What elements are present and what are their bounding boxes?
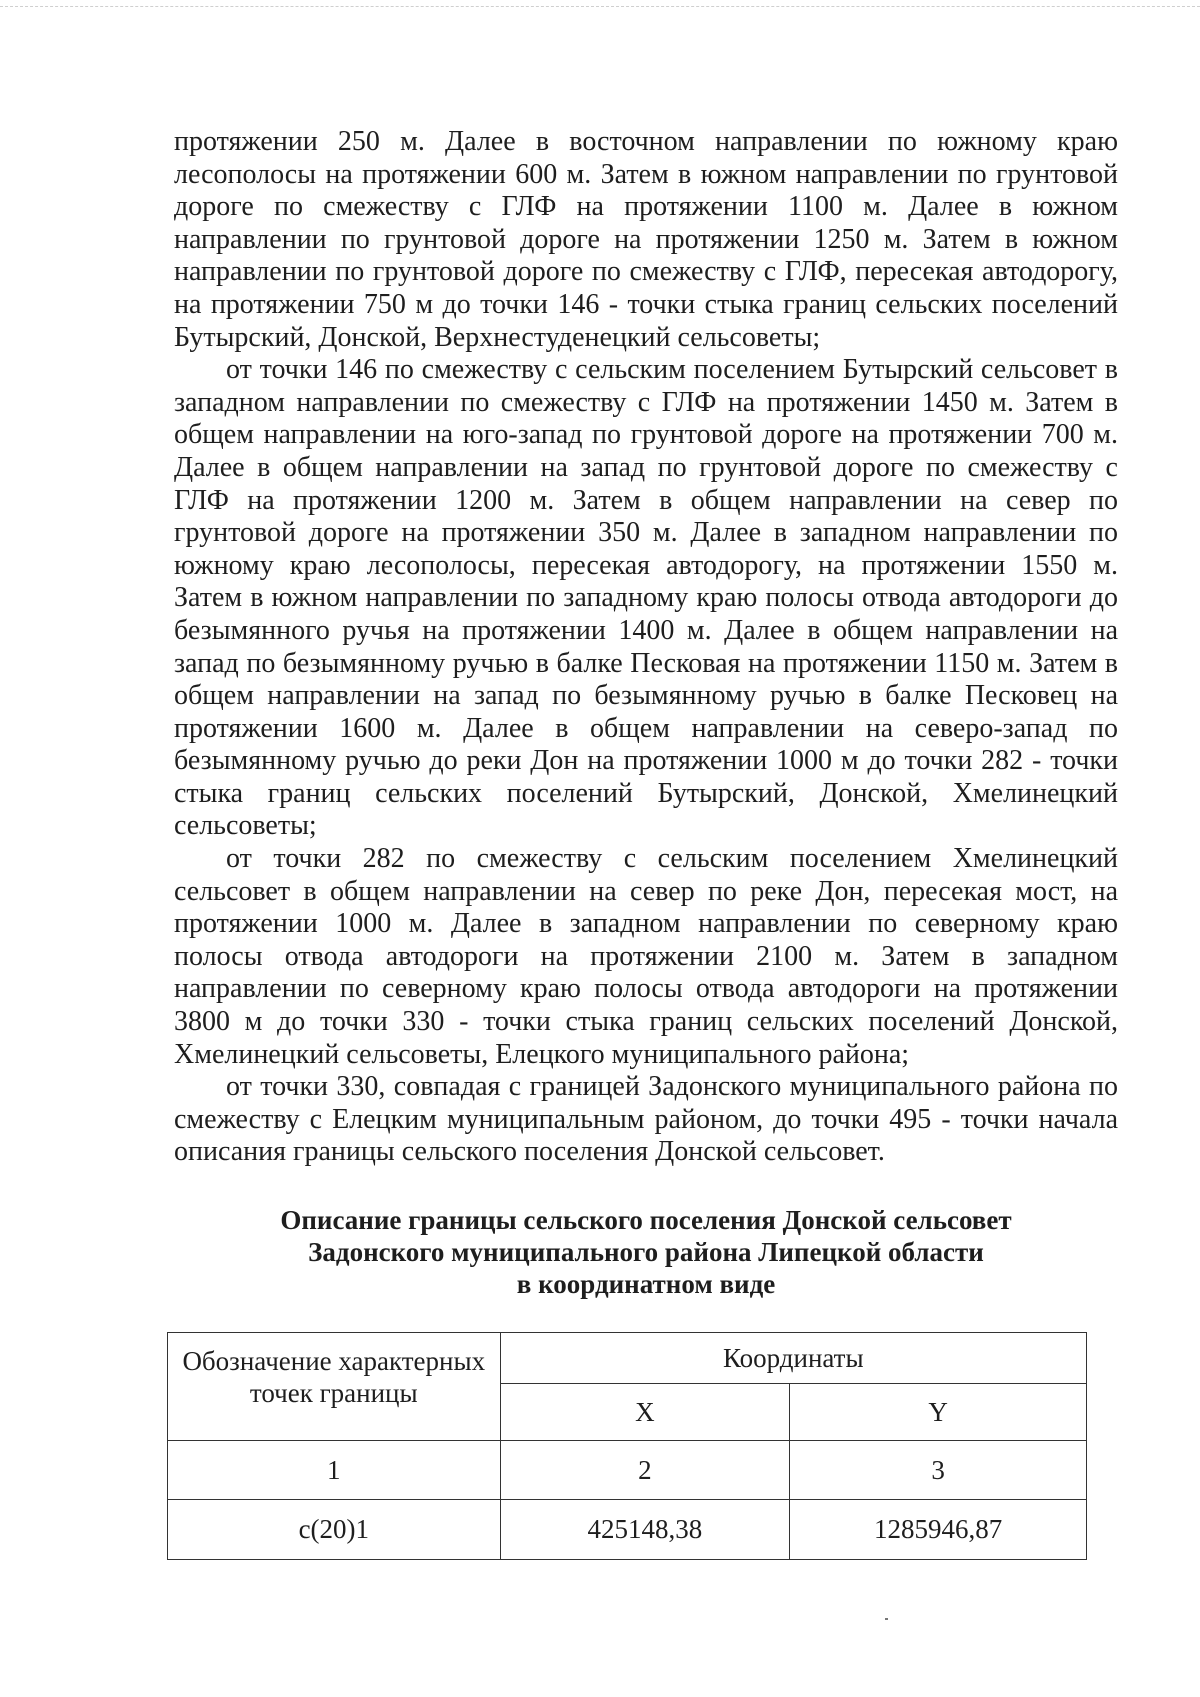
points-column-header: Обозначение характерных точек границы [168, 1333, 501, 1441]
table-row [168, 1500, 1087, 1560]
column-number-row [168, 1441, 1087, 1500]
column-number: 2 [500, 1441, 790, 1500]
paragraph: от точки 282 по смежеству с сельским поселением Хмелинецкий сельсовет в общем направлении на север по реке Дон, пересекая мост, на протяжении 1000 м. Далее в западном направлении по северному краю полосы отвода автодороги на протяжении 2100 м. Затем в западном направлении по северному краю полосы отвода автодороги на протяжении 3800 м до точки 330 - точки стыка границ сельских поселений Донской, Хмелинецкий сельсоветы, Елецкого муниципального района; [174, 843, 1118, 1070]
point-id-cell: с(20)1 [168, 1500, 501, 1560]
scan-top-edge [0, 6, 1200, 7]
paragraph: от точки 330, совпадая с границей Задонского муниципального района по смежеству с Елецким муниципальным районом, до точки 495 - точки начала описания границы сельского поселения Донской сельсовет. [174, 1071, 1118, 1168]
x-column-header: X [500, 1384, 790, 1441]
column-number: 1 [168, 1441, 501, 1500]
table-header-row [168, 1333, 1087, 1384]
column-number: 3 [790, 1441, 1087, 1500]
coordinates-table [167, 1332, 1087, 1560]
paragraph: от точки 146 по смежеству с сельским поселением Бутырский сельсовет в западном направлении по смежеству с ГЛФ на протяжении 1450 м. Затем в общем направлении на юго-запад по грунтовой дороге на протяжении 700 м. Далее в общем направлении на запад по грунтовой дороге по смежеству с ГЛФ на протяжении 1200 м. Затем в общем направлении на север по грунтовой дороге на протяжении 350 м. Далее в западном направлении по южному краю лесополосы, пересекая автодорогу, на протяжении 1550 м. Затем в южном направлении по западному краю полосы отвода автодороги до безымянного ручья на протяжении 1400 м. Далее в общем направлении на запад по безымянному ручью в балке Песковая на протяжении 1150 м. Затем в общем направлении на запад по безымянному ручью в балке Песковец на протяжении 1600 м. Далее в общем направлении на северо-запад по безымянному ручью до реки Дон на протяжении 1000 м до точки 282 - точки стыка границ сельских поселений Бутырский, Донской, Хмелинецкий сельсоветы; [174, 354, 1118, 842]
heading-line: в координатном виде [516, 1269, 776, 1299]
y-column-header: Y [790, 1384, 1087, 1441]
section-heading [174, 1204, 1118, 1300]
document-body [174, 126, 1118, 1169]
heading-line: Описание границы сельского поселения Донской сельсовет [280, 1205, 1012, 1235]
y-coordinate-cell: 1285946,87 [790, 1500, 1087, 1560]
coordinates-column-header: Координаты [500, 1333, 1086, 1384]
scan-speck [885, 1618, 888, 1620]
paragraph: протяжении 250 м. Далее в восточном направлении по южному краю лесополосы на протяжении 600 м. Затем в южном направлении по грунтовой дороге по смежеству с ГЛФ на протяжении 1100 м. Далее в южном направлении по грунтовой дороге на протяжении 1250 м. Затем в южном направлении по грунтовой дороге по смежеству с ГЛФ, пересекая автодорогу, на протяжении 750 м до точки 146 - точки стыка границ сельских поселений Бутырский, Донской, Верхнестуденецкий сельсоветы; [174, 126, 1118, 353]
heading-line: Задонского муниципального района Липецкой области [308, 1237, 984, 1267]
x-coordinate-cell: 425148,38 [500, 1500, 790, 1560]
